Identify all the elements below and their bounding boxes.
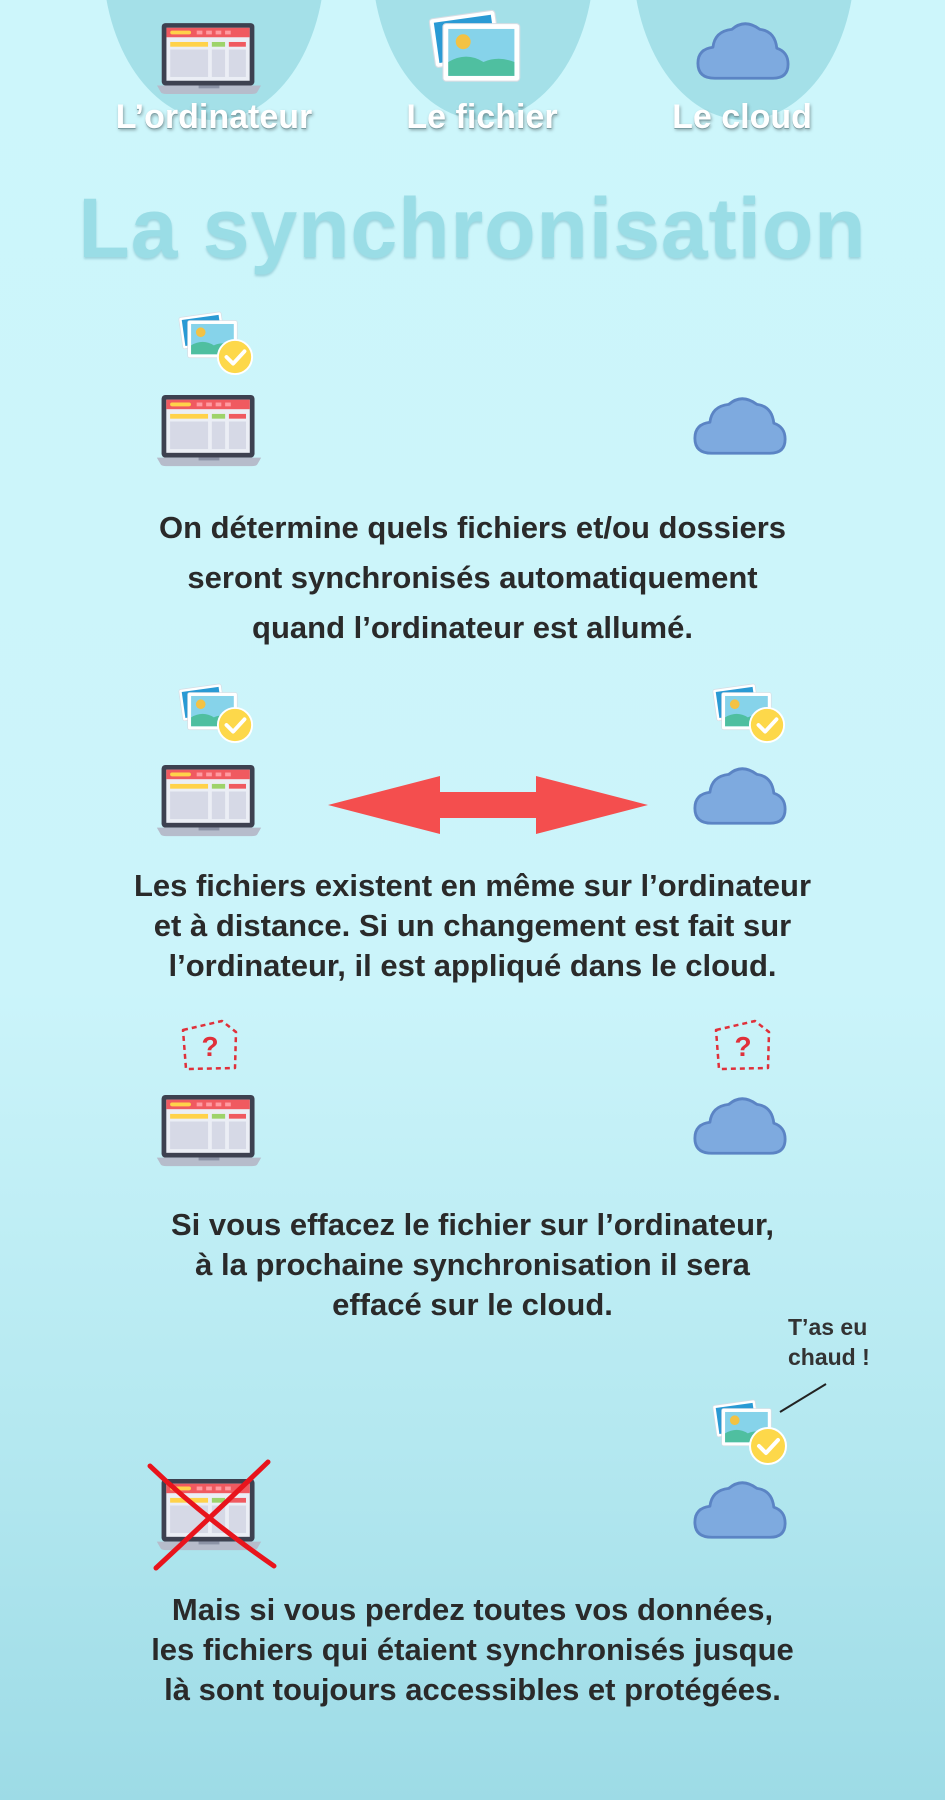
header-label-computer: L’ordinateur: [115, 98, 313, 136]
cloud-icon: [696, 20, 790, 82]
header-label-cloud: Le cloud: [672, 98, 812, 136]
double-arrow-icon: [328, 774, 648, 836]
text-line: Les fichiers existent en même sur l’ordinateur: [133, 868, 812, 903]
text-line: l’ordinateur, il est appliqué dans le cloud.: [168, 948, 777, 983]
cloud-icon: [693, 764, 787, 828]
check-icon: [748, 1426, 788, 1466]
check-icon: [748, 706, 786, 744]
text-line: quand l’ordinateur est allumé.: [252, 610, 693, 645]
missing-file-icon: [180, 1018, 240, 1072]
laptop-icon: [156, 394, 262, 468]
text-line: On détermine quels fichiers et/ou dossiers: [158, 510, 787, 545]
speech-line: chaud !: [788, 1344, 870, 1370]
text-line: à la prochaine synchronisation il sera: [195, 1247, 750, 1282]
step4-text: [40, 1590, 905, 1710]
step1-text: [40, 503, 905, 653]
check-icon: [216, 706, 254, 744]
cross-icon: [142, 1456, 282, 1572]
missing-file-icon: [713, 1018, 773, 1072]
cloud-icon: [693, 1478, 787, 1542]
laptop-icon: [156, 764, 262, 838]
text-line: les fichiers qui étaient synchronisés jusque: [151, 1632, 794, 1667]
text-line: Mais si vous perdez toutes vos données,: [171, 1592, 774, 1627]
text-line: effacé sur le cloud.: [332, 1287, 613, 1322]
step2-text: [40, 866, 905, 986]
step3-text: [40, 1205, 905, 1325]
check-icon: [216, 338, 254, 376]
speech-line: T’as eu: [788, 1314, 868, 1340]
laptop-icon: [156, 1094, 262, 1168]
header-label-file: Le fichier: [406, 98, 558, 136]
speech-bubble-text: [788, 1312, 898, 1372]
text-line: seront synchronisés automatiquement: [187, 560, 758, 595]
speech-pointer-line: [778, 1382, 828, 1416]
text-line: et à distance. Si un changement est fait sur: [153, 908, 792, 943]
image-file-icon: [428, 6, 524, 86]
cloud-icon: [693, 1094, 787, 1158]
cloud-icon: [693, 394, 787, 458]
text-line: là sont toujours accessibles et protégées.: [164, 1672, 781, 1707]
text-line: Si vous effacez le fichier sur l’ordinateur,: [171, 1207, 774, 1242]
laptop-icon: [157, 22, 261, 96]
page-title: La synchronisation: [78, 181, 867, 275]
